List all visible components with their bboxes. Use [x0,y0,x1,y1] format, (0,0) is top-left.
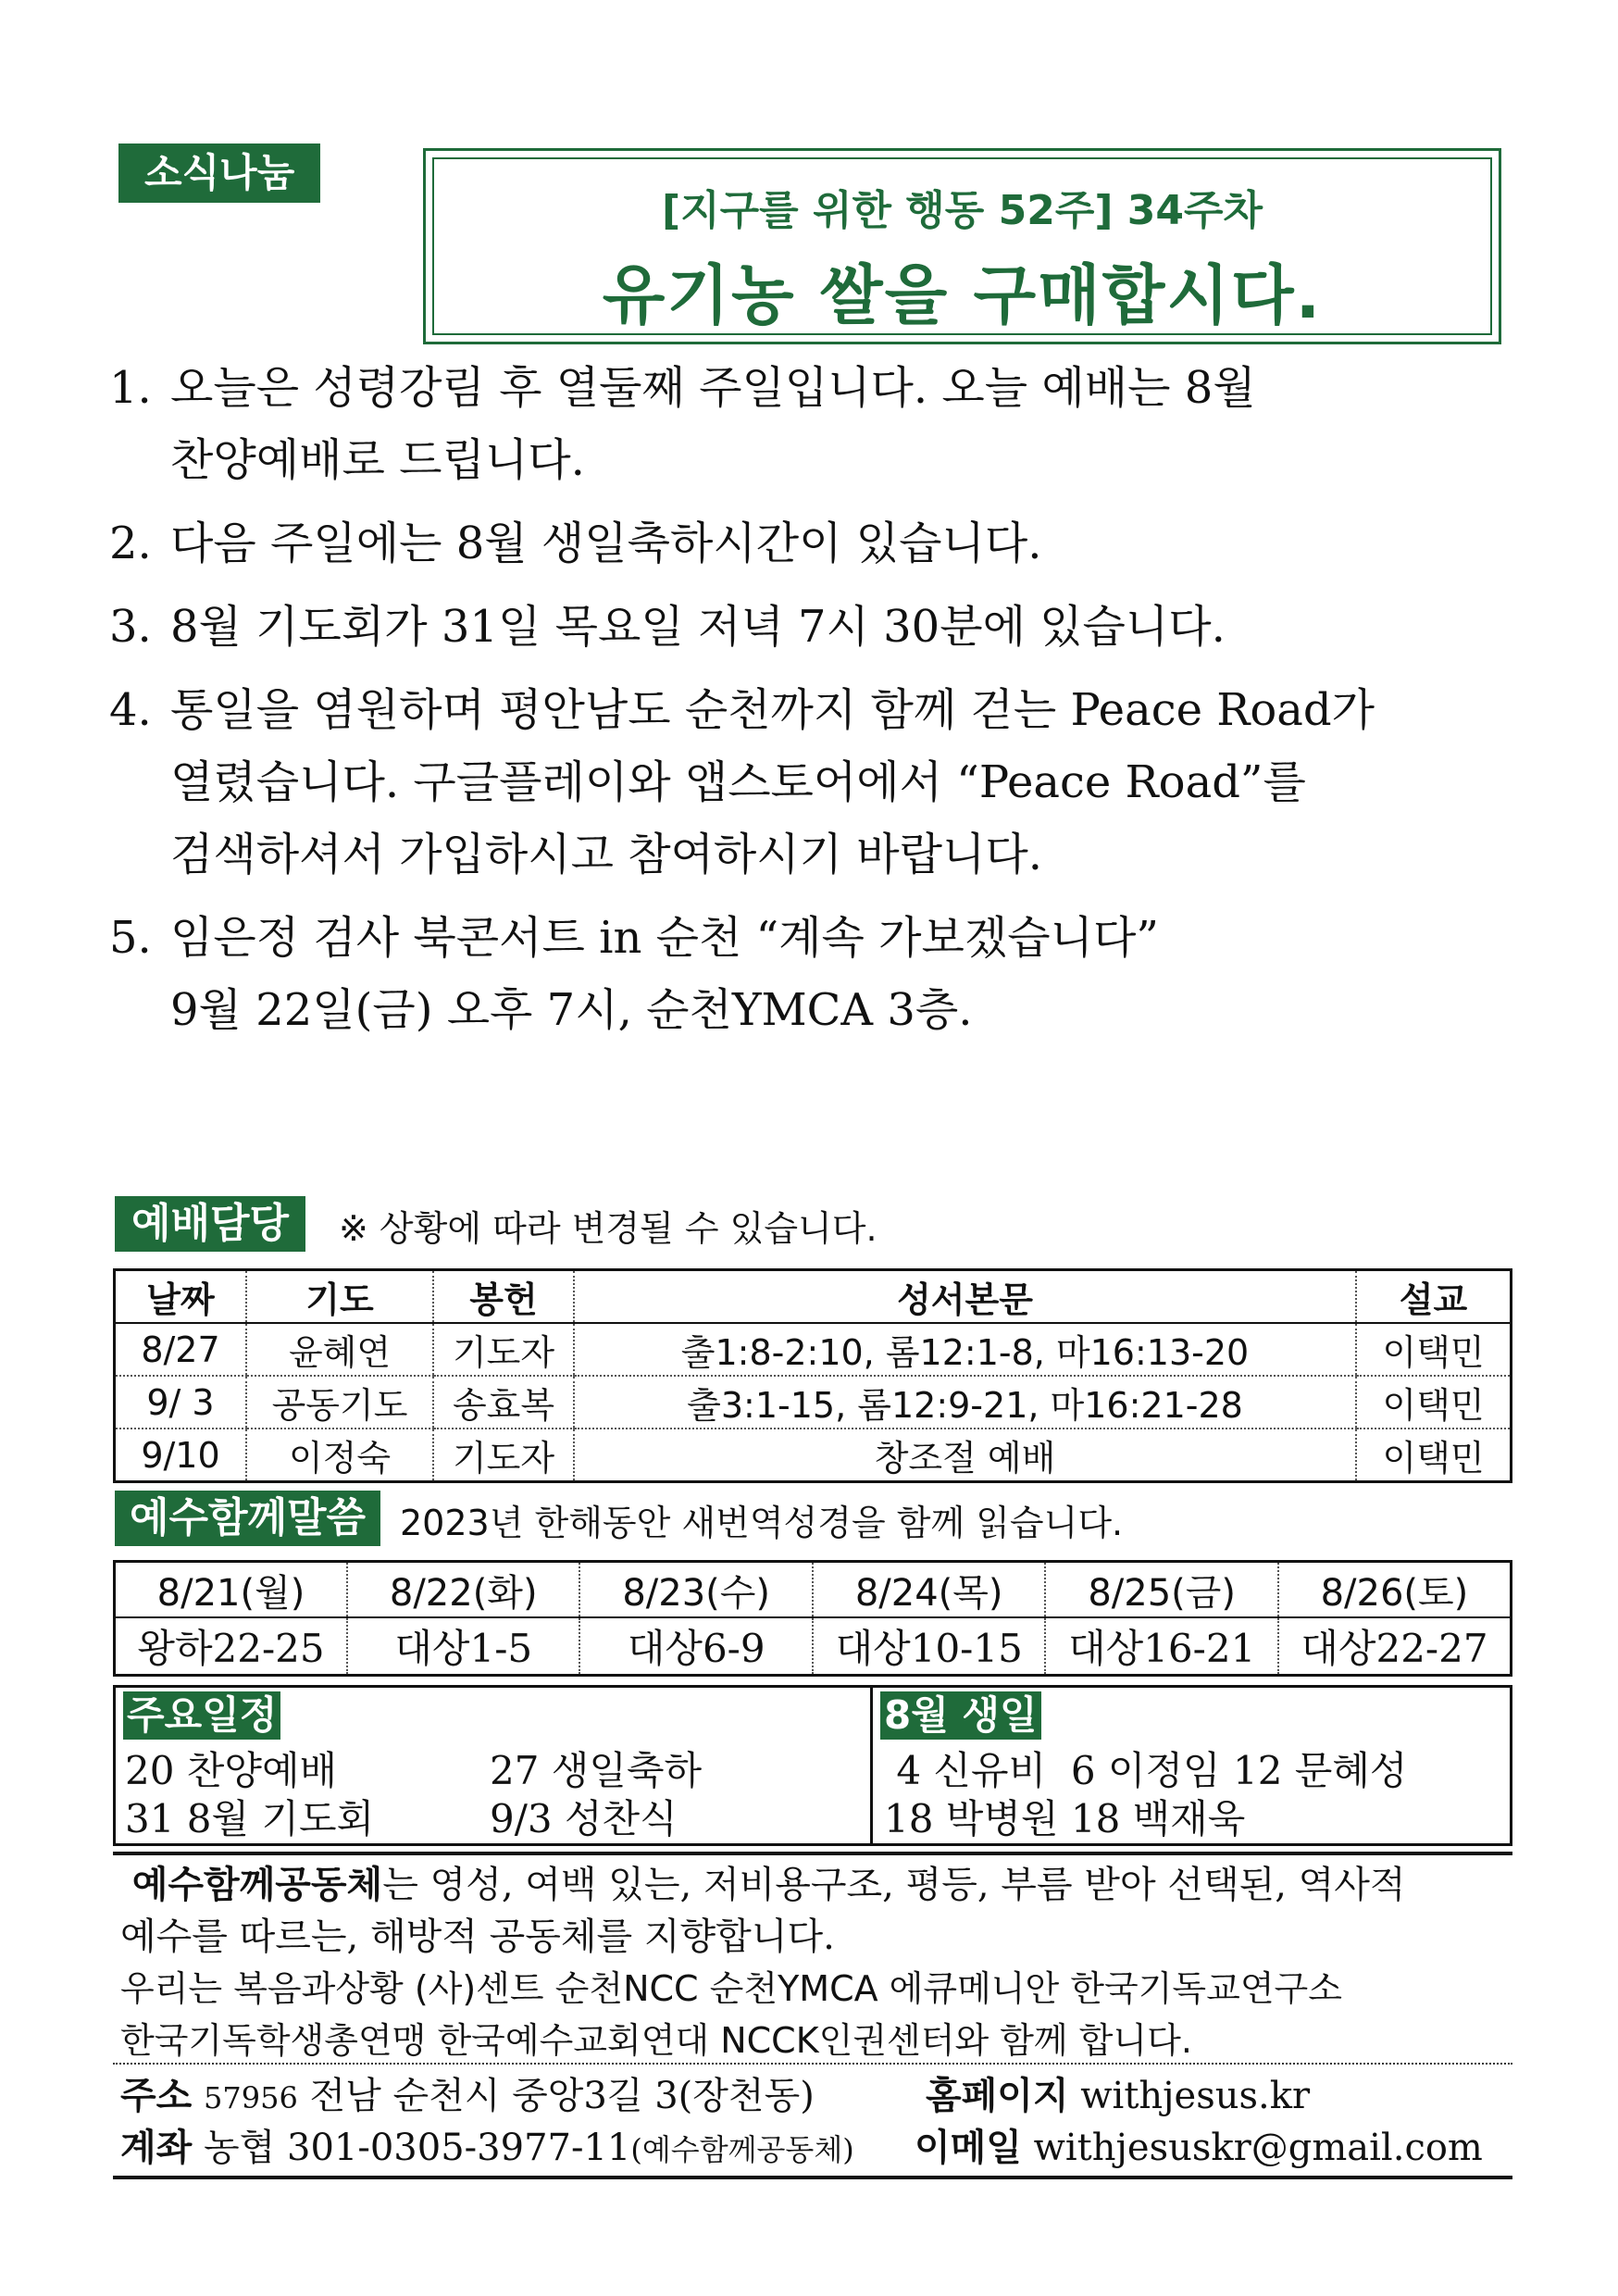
account-label: 계좌 [120,2127,193,2169]
account-holder: (예수함께공동체) [630,2132,854,2167]
page-title: 유기농 쌀을 구매합시다. [602,257,1323,333]
title-subtitle: [지구를 위한 행동 52주] 34주차 [662,187,1263,234]
news-line: 다음 주일에는 8월 생일축하시간이 있습니다. [170,518,1042,569]
schedule-item: 27 생일축하 [490,1748,703,1793]
column-header: 기도 [246,1270,433,1324]
news-number: 1. [109,362,152,414]
partners-text: 우리는 복음과상황 (사)센트 순천NCC 순천YMCA 에큐메니안 한국기독교연구소 [120,1968,1342,2009]
email [915,2122,1483,2174]
account-number: 농협 301-0305-3977-11 [204,2127,631,2169]
schedule-title: 주요일정 [123,1691,280,1740]
table-cell: 9/ 3 [115,1376,247,1429]
schedule-item: 20 찬양예배 [125,1748,338,1793]
homepage-link[interactable]: withjesus.kr [1080,2075,1311,2117]
dotted-divider [113,2063,1512,2065]
reading-passage: 대상16-21 [1045,1617,1277,1676]
table-header-row [115,1270,1512,1324]
news-line: 찬양예배로 드립니다. [170,434,585,486]
news-number: 3. [109,601,152,653]
news-number: 4. [109,684,152,736]
email-link[interactable]: withjesuskr@gmail.com [1033,2127,1483,2169]
table-cell: 송효복 [433,1376,574,1429]
mission-text: 예수를 따르는, 해방적 공동체를 지향합니다. [120,1915,835,1958]
news-line: 9월 22일(금) 오후 7시, 순천YMCA 3층. [170,984,973,1036]
section-tag-worship: 예배담당 [115,1196,305,1252]
column-header: 설교 [1356,1270,1512,1324]
table-row [115,1376,1512,1429]
table-cell: 창조절 예배 [574,1429,1356,1482]
table-cell: 기도자 [433,1323,574,1376]
birthday-line: 18 박병원 18 백재욱 [884,1796,1246,1841]
news-item-4 [109,674,1535,891]
table-cell: 출1:8-2:10, 롬12:1-8, 마16:13-20 [574,1323,1356,1376]
reading-days-row [115,1562,1512,1618]
reading-passage: 대상6-9 [579,1617,812,1676]
news-item-5 [109,902,1535,1046]
news-line: 통일을 염원하며 평안남도 순천까지 함께 걷는 Peace Road가 [170,684,1375,736]
news-number: 5. [109,912,152,964]
reading-day: 8/26(토) [1278,1562,1512,1618]
column-header: 날짜 [115,1270,247,1324]
news-item-3 [109,591,1535,663]
section-tag-news: 소식나눔 [118,144,320,203]
column-header: 봉헌 [433,1270,574,1324]
reading-passage: 대상10-15 [813,1617,1045,1676]
news-line: 오늘은 성령강림 후 열둘째 주일입니다. 오늘 예배는 8월 [170,362,1256,414]
worship-table [113,1268,1512,1483]
worship-note: ※ 상황에 따라 변경될 수 있습니다. [339,1208,877,1249]
news-list [109,352,1535,1057]
table-row [115,1429,1512,1482]
divider [113,1852,1512,1855]
reading-day: 8/25(금) [1045,1562,1277,1618]
news-item-2 [109,507,1535,580]
table-cell: 이택민 [1356,1429,1512,1482]
reading-day: 8/21(월) [115,1562,347,1618]
table-cell: 공동기도 [246,1376,433,1429]
table-cell: 이정숙 [246,1429,433,1482]
homepage [926,2070,1310,2122]
section-tag-word: 예수함께말씀 [115,1491,380,1546]
news-number: 2. [109,518,152,569]
column-header: 성서본문 [574,1270,1356,1324]
reading-passage: 대상22-27 [1278,1617,1512,1676]
schedule-item: 31 8월 기도회 [125,1796,375,1841]
reading-passage: 왕하22-25 [137,1626,325,1671]
footer-row-account [120,2122,1509,2174]
reading-day: 8/24(목) [813,1562,1045,1618]
schedule-birthday-box [113,1685,1512,1846]
word-note: 2023년 한해동안 새번역성경을 함께 읽습니다. [400,1503,1124,1543]
reading-day: 8/22(화) [347,1562,579,1618]
news-item-1 [109,352,1535,496]
table-cell: 이택민 [1356,1376,1512,1429]
news-line: 8월 기도회가 31일 목요일 저녁 7시 30분에 있습니다. [170,601,1226,653]
footer-row-address [120,2070,1509,2122]
address-zip: 57956 [204,2080,298,2115]
table-cell: 9/10 [141,1434,220,1476]
birthday-title: 8월 생일 [880,1691,1041,1740]
news-line: 임은정 검사 북콘서트 in 순천 “계속 가보겠습니다” [170,912,1159,964]
community-name: 예수함께공동체 [131,1864,383,1906]
mission-statement [120,1859,1509,2066]
footer [120,2070,1509,2174]
news-line: 검색하셔서 가입하시고 참여하시기 바랍니다. [170,829,1043,880]
table-cell: 8/27 [115,1323,247,1376]
reading-passages-row [115,1617,1512,1676]
table-cell: 기도자 [433,1429,574,1482]
reading-passage: 대상1-5 [347,1617,579,1676]
box-divider [870,1688,873,1843]
table-cell: 출3:1-15, 롬12:9-21, 마16:21-28 [574,1376,1356,1429]
news-line: 열렸습니다. 구글플레이와 앱스토어에서 “Peace Road”를 [170,756,1306,808]
bottom-divider [113,2176,1512,2179]
table-cell: 윤혜연 [246,1323,433,1376]
address-label: 주소 [120,2075,193,2117]
schedule-item: 9/3 성찬식 [490,1796,678,1841]
table-row [115,1323,1512,1376]
birthday-line: 4 신유비 6 이정임 12 문혜성 [884,1748,1408,1793]
title-box [423,148,1501,344]
partners-text: 한국기독학생총연맹 한국예수교회연대 NCCK인권센터와 함께 합니다. [120,2020,1192,2061]
homepage-label: 홈페이지 [926,2075,1069,2117]
email-label: 이메일 [915,2127,1022,2169]
reading-day: 8/23(수) [579,1562,812,1618]
table-cell: 이택민 [1356,1323,1512,1376]
reading-table [113,1560,1512,1677]
address-text: 전남 순천시 중앙3길 3(장천동) [309,2075,815,2117]
mission-text: 는 영성, 여백 있는, 저비용구조, 평등, 부름 받아 선택된, 역사적 [382,1864,1406,1906]
